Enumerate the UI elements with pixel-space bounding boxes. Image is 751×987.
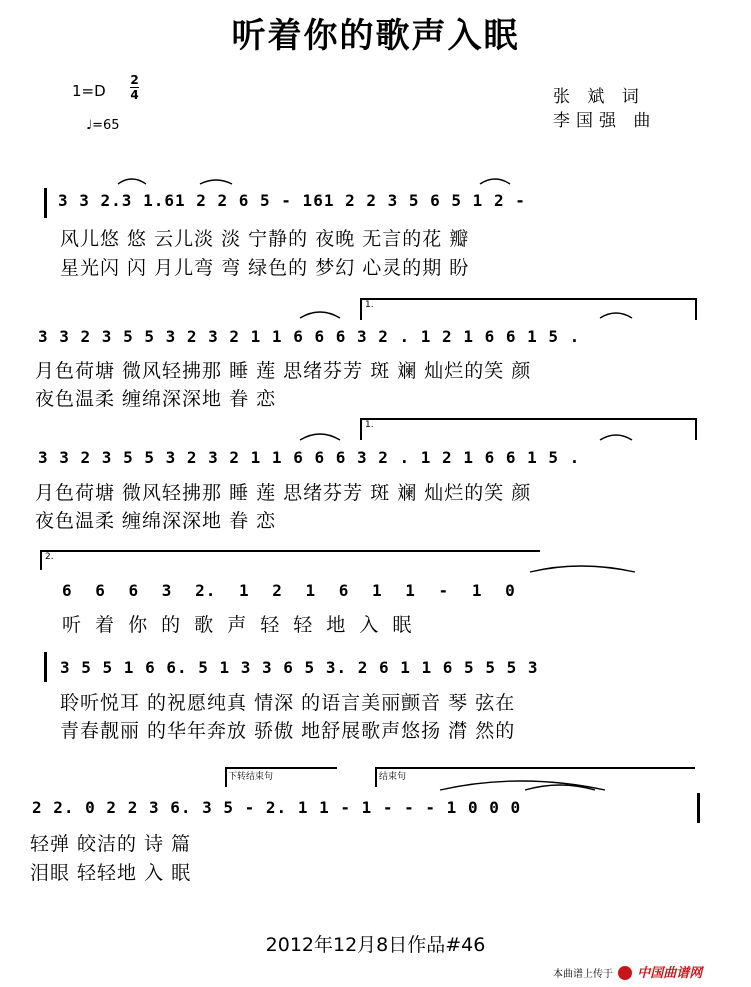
notation-row-1: 3 3 2.3 1.61 2 2 6 5 - 161 2 2 3 5 6 5 1 2 - [58,191,526,210]
lyricist-credit: 张 斌 词 [553,87,645,107]
volta-2-label: 2. [45,552,54,562]
date-footer: 2012年12月8日作品#46 [265,934,486,956]
time-sig-bottom: 4 [130,88,139,102]
lyrics-row-4: 听 着 你 的 歌 声 轻 轻 地 入 眠 [62,614,413,636]
lyrics-row-6-verse-1: 轻弹 皎洁的 诗 篇 [30,833,192,855]
lyrics-row-2-verse-2: 夜色温柔 缠绵深深地 眷 恋 [35,388,277,410]
watermark-text: 本曲谱上传于 [553,969,613,980]
notation-row-3: 3 3 2 3 5 5 3 2 3 2 1 1 6 6 6 3 2 . 1 2 1 6 6 1 5 . [38,448,581,467]
notation-row-2: 3 3 2 3 5 5 3 2 3 2 1 1 6 6 6 3 2 . 1 2 1 6 6 1 5 . [38,327,581,346]
lyrics-row-2-verse-1: 月色荷塘 微风轻拂那 睡 莲 思绪芬芳 斑 斓 灿烂的笑 颜 [35,360,532,382]
to-coda-label: 下转结束句 [228,772,274,782]
notation-row-4: 6 6 6 3 2. 1 2 1 6 1 1 - 1 0 [62,581,516,600]
lyrics-row-3-verse-1: 月色荷塘 微风轻拂那 睡 莲 思绪芬芳 斑 斓 灿烂的笑 颜 [35,482,532,504]
composer-credit: 李国强 曲 [553,111,657,131]
lyrics-row-5-verse-1: 聆听悦耳 的祝愿纯真 情深 的语言美丽颤音 琴 弦在 [60,692,516,714]
watermark-site: 中国曲谱网 [637,966,703,981]
lyrics-row-5-verse-2: 青春靓丽 的华年奔放 骄傲 地舒展歌声悠扬 潸 然的 [60,720,516,742]
time-sig-top: 2 [130,73,139,87]
volta-1-label: 1. [365,300,374,310]
key-signature: 1=D [72,82,106,100]
notation-row-5: 3 5 5 1 6 6. 5 1 3 3 6 5 3. 2 6 1 1 6 5 5 5 3 [60,658,539,677]
lyrics-row-1-verse-1: 风儿悠 悠 云儿淡 淡 宁静的 夜晚 无言的花 瓣 [60,228,470,250]
notation-row-6: 2 2. 0 2 2 3 6. 3 5 - 2. 1 1 - 1 - - - 1 0 0 0 [32,798,522,817]
site-logo-icon [618,966,632,980]
ending-label: 结束句 [379,772,407,782]
tempo-marking: ♩=65 [86,118,120,133]
watermark [553,962,702,981]
volta-1-label-row-3: 1. [365,420,374,430]
lyrics-row-1-verse-2: 星光闪 闪 月儿弯 弯 绿色的 梦幻 心灵的期 盼 [60,257,470,279]
lyrics-row-6-verse-2: 泪眼 轻轻地 入 眠 [30,862,192,884]
lyrics-row-3-verse-2: 夜色温柔 缠绵深深地 眷 恋 [35,510,277,532]
song-title: 听着你的歌声入眠 [231,16,520,56]
